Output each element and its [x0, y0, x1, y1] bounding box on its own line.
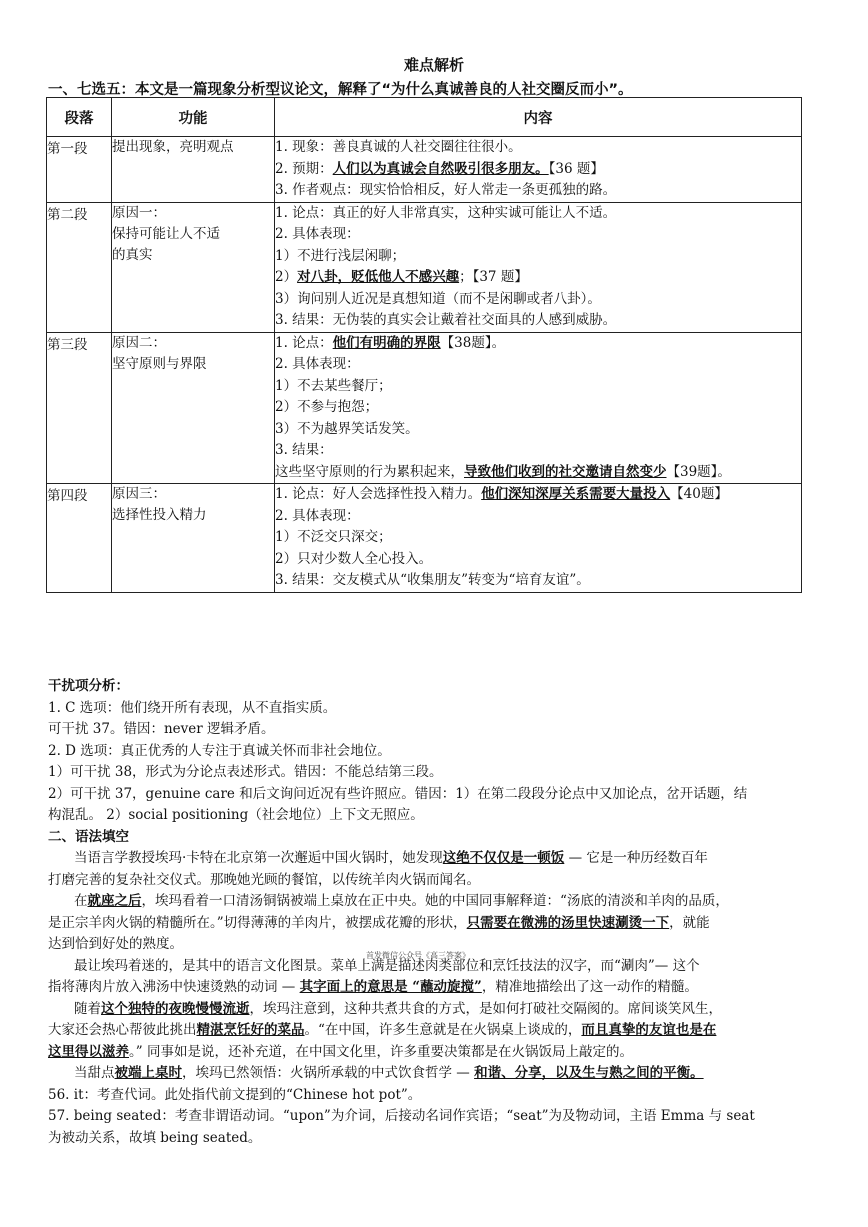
content-line [275, 440, 801, 462]
grammar-passage [48, 848, 828, 1149]
page-title: 难点解析 [403, 56, 464, 74]
content-text: 2. 具体表现： [275, 507, 360, 524]
passage-text: — 它是一种历经数百年 [564, 850, 708, 866]
passage-text: ，就能 [669, 914, 710, 931]
emphasis-text: 人们以为真诚会自然吸引很多朋友。 [332, 160, 549, 177]
answer-57-cont: 为被动关系，故填 being seated。 [48, 1129, 262, 1146]
content-line [275, 203, 801, 225]
content-text: 2）只对少数人全心投入。 [275, 550, 433, 567]
emphasis-text: 而且真挚的友谊也是在 [581, 1022, 717, 1038]
content-cell [275, 484, 802, 593]
distractor-line: 2）可干扰 37，genuine care 和后文询问近况有些许照应。错因：1）在第二段段分论点中又加论点，岔开话题，结 [48, 785, 748, 802]
watermark-text: 首发微信公众号《高三答案》 [366, 951, 470, 960]
header-function: 功能 [112, 98, 275, 137]
content-line [275, 527, 801, 549]
answer-56: 56. it：考查代词。此处指代前文提到的“Chinese hot pot”。 [48, 1086, 422, 1103]
content-text: 2） [275, 269, 298, 285]
passage-text: ，埃玛已然领悟：火锅所承载的中式饮食哲学 — [182, 1065, 475, 1081]
content-line [275, 570, 801, 592]
section-2-heading: 二、语法填空 [48, 828, 129, 845]
emphasis-text: 被端上桌时 [114, 1065, 182, 1081]
distractor-line: 1. C 选项：他们绕开所有表现，从不直指实质。 [48, 699, 337, 716]
paragraph-cell: 第三段 [47, 332, 112, 484]
emphasis-text: 这绝不仅仅是一顿饭 [442, 850, 565, 866]
content-text: 【36 题】 [548, 160, 604, 177]
function-line: 坚守原则与界限 [112, 355, 207, 372]
passage-line [48, 977, 828, 999]
section-1-heading: 一、七选五：本文是一篇现象分析型议论文，解释了“为什么真诚善良的人社交圈反而小”。 [48, 82, 633, 98]
passage-line: 打磨完善的复杂社交仪式。那晚她光顾的餐馆，以传统羊肉火锅而闻名。 [48, 871, 480, 888]
content-line [275, 419, 801, 441]
emphasis-text: 就座之后 [87, 893, 142, 909]
passage-text: 在 [74, 893, 88, 909]
passage-line [48, 848, 828, 870]
table-row [47, 137, 802, 203]
answer-57: 57. being seated：考查非谓语动词。“upon”为介词，后接动名词作宾语；“seat”为及物动词，主语 Emma 与 seat [48, 1108, 755, 1124]
passage-line: 达到恰到好处的熟度。 [48, 936, 183, 952]
content-text: 2. 具体表现： [275, 356, 360, 372]
passage-text: 是正宗羊肉火锅的精髓所在。”切得薄薄的羊肉片，被摆成花瓣的形状， [48, 914, 467, 931]
content-line [275, 549, 801, 571]
content-text: 1）不去某些餐厅； [275, 377, 392, 394]
function-cell [112, 484, 275, 593]
function-line: 原因二： [112, 334, 166, 351]
content-line [275, 180, 801, 202]
passage-text: ，埃玛看着一口清汤铜锅被端上桌放在正中央。她的中国同事解释道：“汤底的清淡和羊肉的品质， [141, 893, 729, 909]
passage-line [48, 1020, 828, 1042]
function-cell [112, 137, 275, 203]
content-text: 这些坚守原则的行为累积起来， [275, 463, 464, 480]
content-line [275, 484, 801, 506]
function-line: 选择性投入精力 [112, 507, 207, 523]
analysis-table [46, 97, 802, 593]
function-cell [112, 332, 275, 484]
passage-line [48, 891, 828, 913]
content-text: 1）不泛交只深交； [275, 529, 392, 545]
content-cell [275, 137, 802, 203]
function-cell [112, 202, 275, 332]
passage-text: 。” 同事如是说，还补充道，在中国文化里，许多重要决策都是在火锅饭局上敲定的。 [129, 1043, 633, 1060]
content-text: 1. 现象：善良真诚的人社交圈往往很小。 [275, 139, 522, 155]
passage-line [48, 1042, 828, 1064]
content-line [275, 333, 801, 355]
distractor-heading: 干扰项分析： [48, 678, 129, 694]
table-row [47, 484, 802, 593]
content-text: 【40题】 [670, 486, 728, 502]
passage-text: ，精准地描绘出了这一动作的精髓。 [481, 979, 698, 995]
emphasis-text: 他们深知深厚关系需要大量投入 [481, 486, 671, 502]
emphasis-text: 其字面上的意思是 “蘸动旋搅” [299, 979, 482, 995]
content-line [275, 462, 801, 484]
content-cell [275, 332, 802, 484]
content-text: 2. 预期： [275, 160, 333, 177]
function-line: 的真实 [112, 246, 153, 263]
content-text: 1. 论点：好人会选择性投入精力。 [275, 486, 482, 502]
content-text: 【39题】。 [666, 463, 731, 480]
content-text: 1. 论点： [275, 334, 333, 351]
passage-line [48, 999, 828, 1021]
content-text: 2. 具体表现： [275, 226, 360, 242]
paragraph-cell: 第二段 [47, 202, 112, 332]
emphasis-text: 和谐、分享，以及生与熟之间的平衡。 [474, 1065, 704, 1081]
content-line [275, 506, 801, 528]
content-line [275, 267, 801, 289]
emphasis-text: 这里得以滋养 [48, 1043, 129, 1060]
content-text: 【38题】。 [440, 334, 506, 351]
passage-text: 大家还会热心帮彼此挑出 [48, 1022, 197, 1038]
passage-text: 当语言学教授埃玛·卡特在北京第一次邂逅中国火锅时，她发现 [74, 850, 443, 866]
content-line [275, 289, 801, 311]
emphasis-text: 独特的夜晚慢慢流逝 [128, 1000, 250, 1017]
passage-line [48, 913, 828, 935]
content-line [275, 224, 801, 246]
emphasis-text: 导致他们收到的社交邀请自然变少 [464, 463, 667, 480]
distractor-line: 构混乱。 2）social positioning（社会地位）上下文无照应。 [48, 807, 424, 823]
distractor-line: 可干扰 37。错因：never 逻辑矛盾。 [48, 721, 275, 737]
passage-line [48, 1063, 828, 1085]
passage-text: 。“在中国，许多生意就是在火锅桌上谈成的， [304, 1022, 582, 1038]
emphasis-text: 他们有明确的界限 [332, 334, 441, 351]
table-row [47, 332, 802, 484]
content-text: 3）不为越界笑话发笑。 [275, 420, 419, 437]
content-text: 3. 作者观点：现实恰恰相反，好人常走一条更孤独的路。 [275, 182, 617, 198]
content-line [275, 246, 801, 268]
content-text: 3. 结果：无伪装的真实会让戴着社交面具的人感到威胁。 [275, 312, 617, 328]
content-text: 1）不进行浅层闲聊； [275, 247, 406, 264]
passage-text: 指将薄肉片放入沸汤中快速烫熟的动词 — [48, 979, 300, 995]
function-line: 原因一： [112, 204, 166, 221]
function-line: 原因三： [112, 486, 166, 502]
content-line [275, 310, 801, 332]
header-content: 内容 [275, 98, 802, 137]
distractor-line: 2. D 选项：真正优秀的人专注于真诚关怀而非社会地位。 [48, 742, 391, 759]
paragraph-cell: 第一段 [47, 137, 112, 203]
content-text: 3. 结果： [275, 442, 333, 458]
content-line [275, 354, 801, 376]
table-header-row [47, 98, 802, 137]
content-line [275, 137, 801, 159]
content-line [275, 397, 801, 419]
emphasis-text: 这个 [101, 1000, 128, 1017]
content-text: 2）不参与抱怨； [275, 399, 379, 415]
function-line: 保持可能让人不适 [112, 225, 220, 242]
passage-text: 随着 [74, 1000, 101, 1017]
distractor-section [48, 676, 828, 848]
paragraph-cell: 第四段 [47, 484, 112, 593]
content-text: 3. 结果：交友模式从“收集朋友”转变为“培育友谊”。 [275, 572, 590, 588]
content-text: 3）询问别人近况是真想知道（而不是闲聊或者八卦）。 [275, 290, 601, 307]
distractor-line: 1）可干扰 38，形式为分论点表述形式。错因：不能总结第三段。 [48, 764, 443, 780]
content-line [275, 159, 801, 181]
content-text: ；【37 题】 [459, 269, 528, 285]
header-paragraph: 段落 [47, 98, 112, 137]
passage-line: 最让埃玛着迷的，是其中的语言文化图景。菜单上满是描述肉类部位和烹饪技法的汉字，而“涮肉”— 这个 [74, 957, 700, 974]
content-line [275, 376, 801, 398]
emphasis-text: 精湛烹饪好的菜品 [196, 1022, 305, 1038]
emphasis-text: 只需要在微沸的汤里快速涮烫一下 [466, 914, 670, 931]
passage-text: ，埃玛注意到，这种共煮共食的方式，是如何打破社交隔阂的。席间谈笑风生， [249, 1000, 722, 1017]
content-cell [275, 202, 802, 332]
table-row [47, 202, 802, 332]
content-text: 1. 论点：真正的好人非常真实，这种实诚可能让人不适。 [275, 204, 617, 221]
function-line: 提出现象，亮明观点 [112, 139, 234, 155]
passage-text: 当甜点 [74, 1065, 115, 1081]
emphasis-text: 对八卦，贬低他人不感兴趣 [297, 269, 460, 285]
